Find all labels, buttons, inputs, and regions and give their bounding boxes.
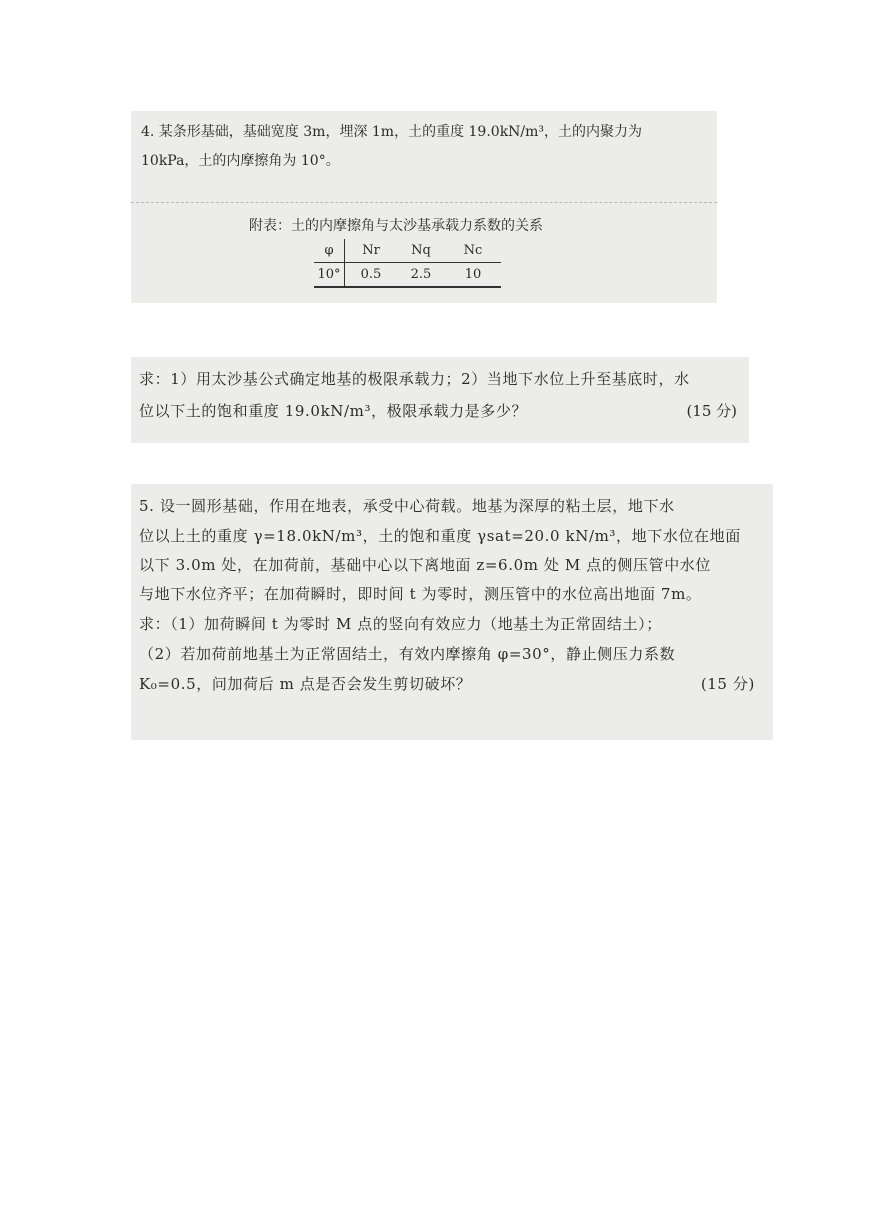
coefficient-table <box>314 239 501 288</box>
question-4-line-2: 10kPa，土的内摩擦角为 10°。 <box>141 153 340 169</box>
table-row <box>314 263 501 288</box>
table-caption: 附表：土的内摩擦角与太沙基承载力系数的关系 <box>249 218 543 234</box>
table-header-nr: Nr <box>345 239 398 263</box>
question-5-block <box>131 484 773 740</box>
question-5-line-6: （2）若加荷前地基土为正常固结土，有效内摩擦角 φ=30°，静止侧压力系数 <box>139 645 676 663</box>
question-4-points: (15 分) <box>686 402 737 420</box>
question-4-ask-line-2: 位以下土的饱和重度 19.0kN/m³，极限承载力是多少？ <box>139 402 528 420</box>
question-5-line-2: 位以上土的重度 γ=18.0kN/m³，土的饱和重度 γsat=20.0 kN/m³，地下水位在地面 <box>139 527 741 545</box>
table-cell-nq: 2.5 <box>397 263 445 288</box>
question-5-line-5: 求：（1）加荷瞬间 t 为零时 M 点的竖向有效应力（地基土为正常固结土）； <box>139 615 662 633</box>
table-header-nq: Nq <box>397 239 445 263</box>
question-5-line-7: K₀=0.5，问加荷后 m 点是否会发生剪切破坏？ <box>139 675 472 693</box>
table-header-nc: Nc <box>445 239 501 263</box>
question-4-line-1: 4. 某条形基础，基础宽度 3m，埋深 1m，土的重度 19.0kN/m³，土的内聚力为 <box>141 124 643 140</box>
question-4-ask-block <box>131 357 749 443</box>
table-header-phi: φ <box>314 239 345 263</box>
table-cell-nr: 0.5 <box>345 263 398 288</box>
divider <box>131 202 717 203</box>
table-cell-phi: 10° <box>314 263 345 288</box>
question-4-ask-line-1: 求：1）用太沙基公式确定地基的极限承载力；2）当地下水位上升至基底时，水 <box>139 370 690 388</box>
table-cell-nc: 10 <box>445 263 501 288</box>
question-5-points: (15 分) <box>700 675 755 693</box>
question-5-line-3: 以下 3.0m 处，在加荷前，基础中心以下离地面 z=6.0m 处 M 点的侧压管中水位 <box>139 556 711 574</box>
question-5-line-1: 5. 设一圆形基础，作用在地表，承受中心荷载。地基为深厚的粘土层，地下水 <box>139 497 675 515</box>
question-5-line-4: 与地下水位齐平；在加荷瞬时，即时间 t 为零时，测压管中的水位高出地面 7m。 <box>139 585 702 603</box>
question-4-block <box>131 111 717 303</box>
